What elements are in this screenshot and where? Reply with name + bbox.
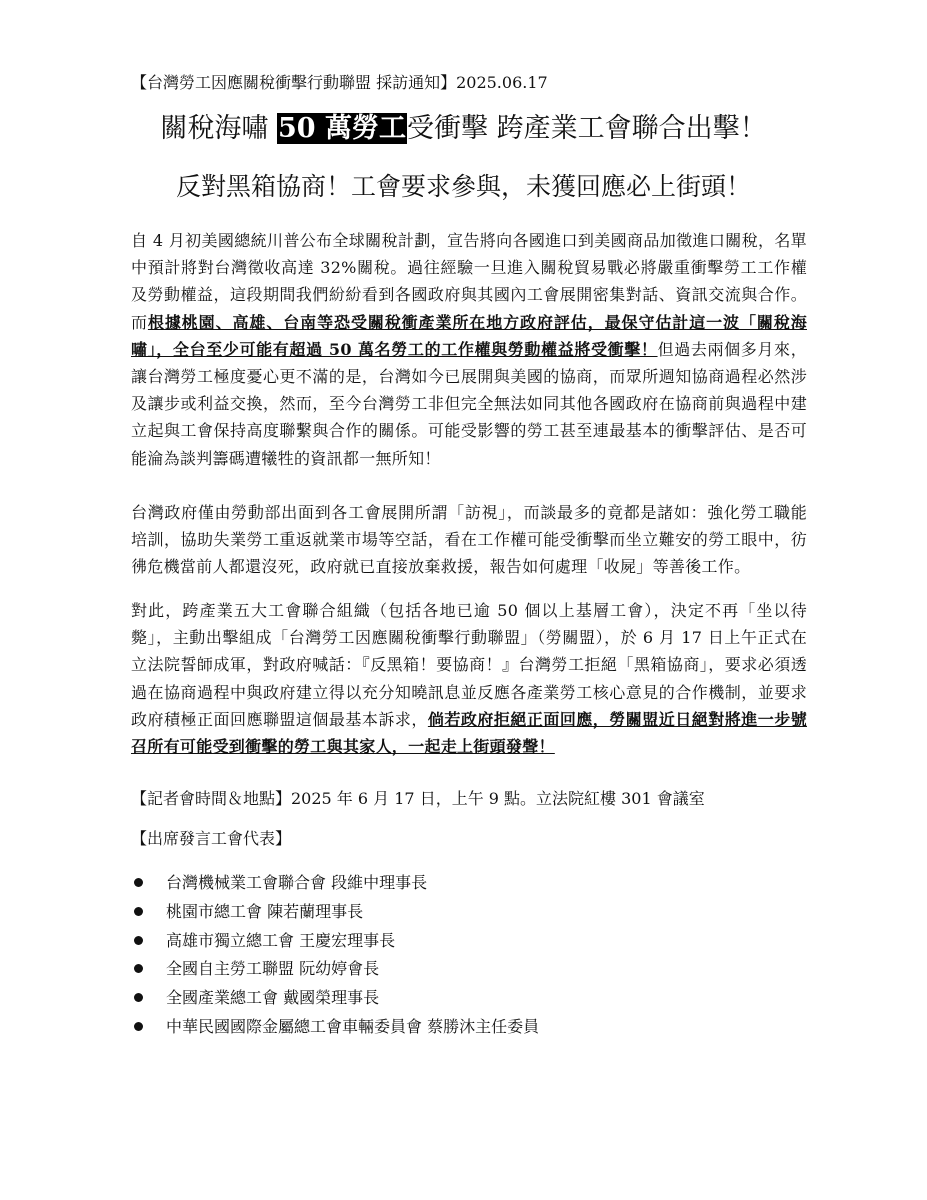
press-time-location: 【記者會時間＆地點】2025 年 6 月 17 日，上午 9 點。立法院紅樓 301 會議室	[131, 789, 705, 808]
title-part-2: 受衝擊 跨產業工會聯合出擊！	[406, 113, 767, 144]
bullet-icon	[134, 936, 143, 945]
bullet-icon	[134, 878, 143, 887]
paragraph-3	[131, 597, 807, 760]
page-title	[0, 110, 927, 148]
paragraph-1-emphasis: 根據桃園、高雄、台南等恐受關稅衝產業所在地方政府評估，最保守估計這一波「關稅海嘯」，全台至少可能有超過 50 萬名勞工的工作權與勞動權益將受衝擊！	[131, 312, 807, 359]
speaker-name: 台灣機械業工會聯合會 段維中理事長	[166, 873, 428, 892]
paragraph-1	[131, 227, 807, 472]
speaker-name: 桃園市總工會 陳若蘭理事長	[166, 901, 364, 921]
bullet-icon	[134, 964, 143, 973]
speaker-name: 中華民國國際金屬總工會車輛委員會 蔡勝沐主任委員	[166, 1016, 540, 1036]
speaker-name: 全國產業總工會 戴國榮理事長	[166, 988, 380, 1008]
speaker-name: 高雄市獨立總工會 王慶宏理事長	[166, 930, 396, 950]
title-highlight: 50 萬勞工	[278, 113, 406, 144]
bullet-icon	[134, 907, 143, 916]
title-part-1: 關稅海嘯	[160, 113, 277, 144]
paragraph-1-text-b: 但過去兩個多月來，讓台灣勞工極度憂心更不滿的是，台灣如今已展開與美國的協商，而眾所週知協商過程必然涉及讓步或利益交換，然而，至今台灣勞工非但完全無法如同其他各國政府在協商前與過程中建立起與工會保持高度聯繫與合作的關係。可能受影響的勞工甚至連最基本的衝擊評估、是否可能淪為談判籌碼遭犧牲的資訊都一無所知！	[131, 339, 808, 468]
page-subtitle: 反對黑箱協商！工會要求參與，未獲回應必上街頭！	[175, 172, 751, 201]
paragraph-2: 台灣政府僅由勞動部出面到各工會展開所謂「訪視」，而談最多的竟都是諸如：強化勞工職能培訓，協助失業勞工重返就業市場等空話，看在工作權可能受衝擊而坐立難安的勞工眼中，彷彿危機當前人都還沒死，政府就已直接放棄救援，報告如何處理「收屍」等善後工作。	[131, 503, 807, 577]
paragraph-3-emphasis: 倘若政府拒絕正面回應，勞關盟近日絕對將進一步號召所有可能受到衝擊的勞工與其家人，一起走上街頭發聲！	[131, 709, 808, 757]
bullet-icon	[134, 1022, 143, 1031]
bullet-icon	[134, 993, 143, 1002]
speakers-heading: 【出席發言工會代表】	[131, 829, 292, 848]
paragraph-3-text-a: 對此，跨產業五大工會聯合組織（包括各地已逾 50 個以上基層工會），決定不再「坐以待斃」，主動出擊組成「台灣勞工因應關稅衝擊行動聯盟」（勞關盟），於 6 月 17 日上午正式在立法院誓師成軍，對政府喊話：『反黑箱！要協商！』台灣勞工拒絕「黑箱協商」，要求必須透過在協商過程中與政府建立得以充分知曉訊息並反應各產業勞工核心意見的合作機制，並要求政府積極正面回應聯盟這個最基本訴求，	[131, 601, 807, 729]
speaker-name: 全國自主勞工聯盟 阮幼婷會長	[166, 959, 380, 979]
notice-header: 【台灣勞工因應關稅衝擊行動聯盟 採訪通知】2025.06.17	[131, 73, 548, 92]
paragraph-1-text-a: 自 4 月初美國總統川普公布全球關稅計劃，宣告將向各國進口到美國商品加徵進口關稅，名單中預計將對台灣徵收高達 32%關稅。過往經驗一旦進入關稅貿易戰必將嚴重衝擊勞工工作權及勞動權益，這段期間我們紛紛看到各國政府與其國內工會展開密集對話、資訊交流與合作。而	[131, 231, 807, 332]
